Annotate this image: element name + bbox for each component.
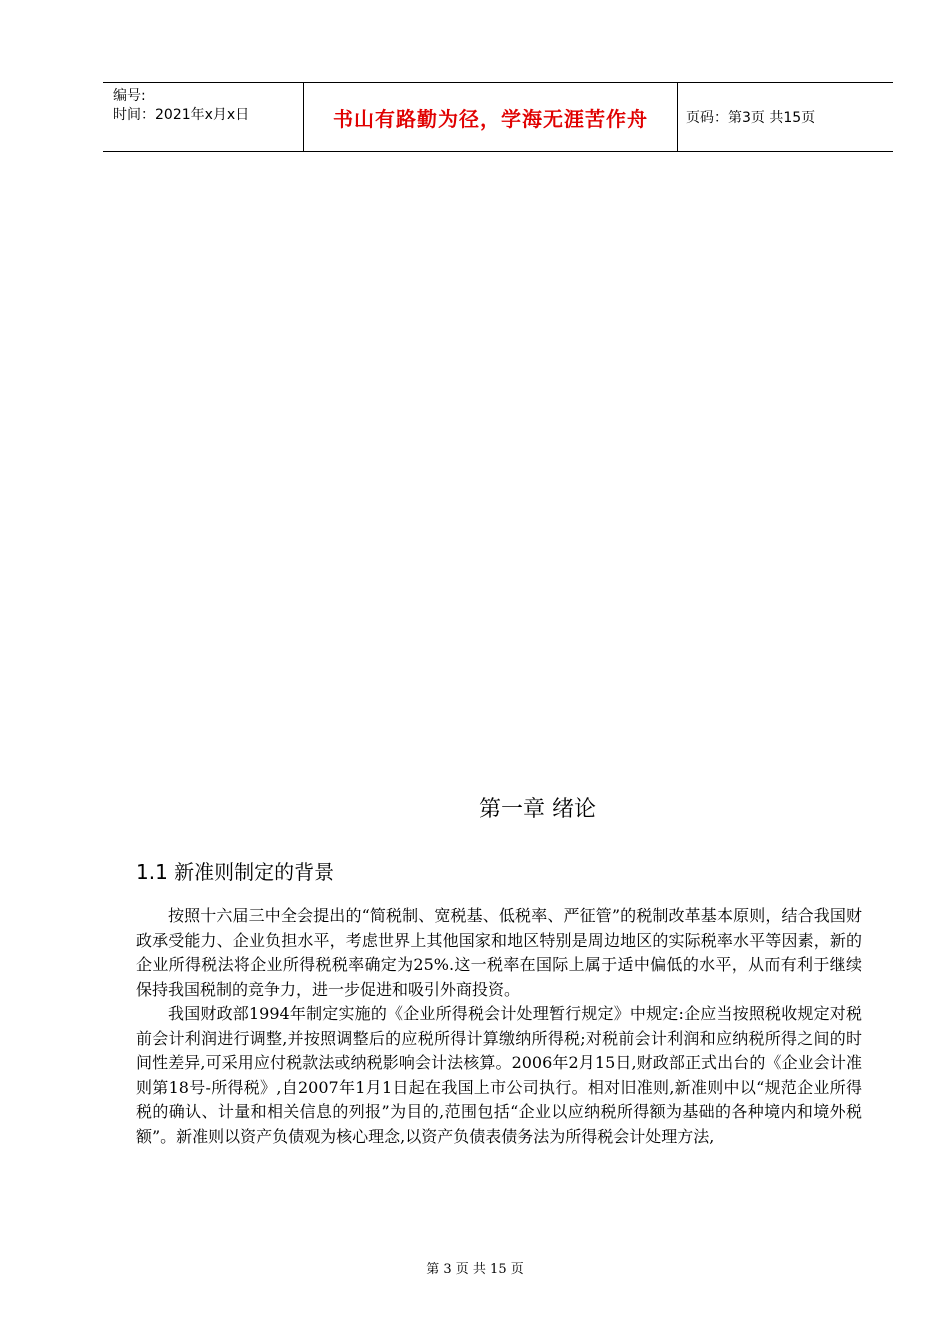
header-motto-cell (304, 83, 678, 151)
serial-label: 编号: (113, 88, 146, 104)
page-footer: 第 3 页 共 15 页 (426, 1262, 524, 1277)
page-header (103, 82, 893, 152)
page-info: 页码：第3页 共15页 (686, 110, 816, 126)
time-label: 时间：2021年x月x日 (113, 107, 250, 123)
chapter-title: 第一章 绪论 (479, 797, 596, 822)
motto-text: 书山有路勤为径，学海无涯苦作舟 (333, 106, 648, 131)
paragraph: 按照十六届三中全会提出的“简税制、宽税基、低税率、严征管”的税制改革基本原则，结合我国财政承受能力、企业负担水平，考虑世界上其他国家和地区特别是周边地区的实际税率水平等因素，新的企业所得税法将企业所得税税率确定为25%.这一税率在国际上属于适中偏低的水平，从而有利于继续保持我国税制的竞争力，进一步促进和吸引外商投资。 (136, 906, 862, 999)
paragraph: 我国财政部1994年制定实施的《企业所得税会计处理暂行规定》中规定:企应当按照税收规定对税前会计利润进行调整,并按照调整后的应税所得计算缴纳所得税;对税前会计利润和应纳税所得之间的时间性差异,可采用应付税款法或纳税影响会计法核算。2006年2月15日,财政部正式出台的《企业会计准则第18号-所得税》,自2007年1月1日起在我国上市公司执行。相对旧准则,新准则中以“规范企业所得税的确认、计量和相关信息的列报”为目的,范围包括“企业以应纳税所得额为基础的各种境内和境外税额”。新准则以资产负债观为核心理念,以资产负债表债务法为所得税会计处理方法, (136, 1004, 862, 1146)
header-page-cell (678, 83, 893, 151)
header-meta-cell (103, 83, 304, 151)
body-text (136, 904, 862, 1149)
section-title: 1.1 新准则制定的背景 (136, 860, 335, 884)
